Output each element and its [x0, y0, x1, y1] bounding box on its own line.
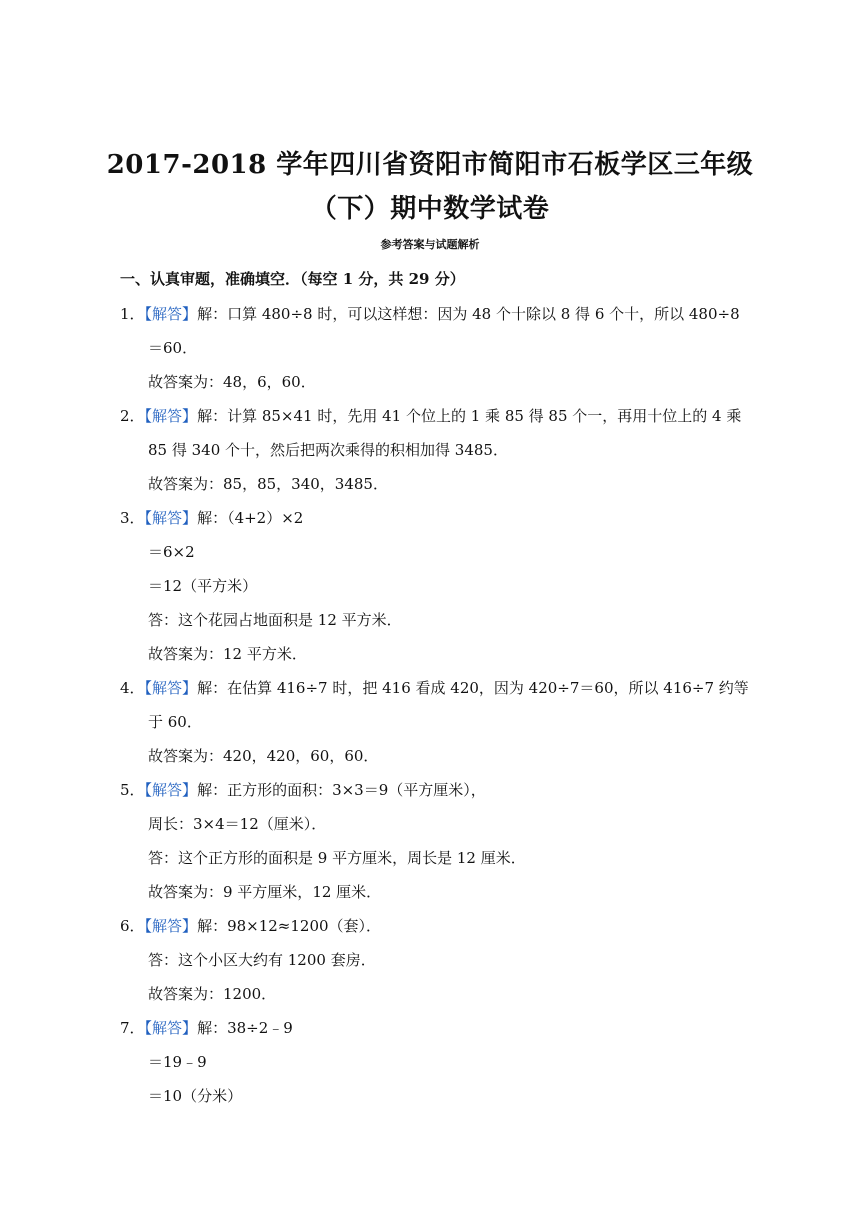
question-number: 5． — [120, 781, 145, 799]
question-text: 解：在估算 416÷7 时，把 416 看成 420，因为 420÷7＝60，所以 416÷7 约等 — [197, 679, 749, 697]
question-2-first-line — [120, 406, 741, 426]
question-6-line: 故答案为：1200． — [148, 985, 277, 1003]
question-5-line: 答：这个正方形的面积是 9 平方厘米，周长是 12 厘米． — [148, 849, 526, 867]
page-title-line-1: 2017-2018 学年四川省资阳市简阳市石板学区三年级 — [106, 150, 754, 180]
question-text: 解：计算 85×41 时，先用 41 个位上的 1 乘 85 得 85 个一，再用十位上的 4 乘 — [197, 407, 742, 425]
question-number: 2． — [120, 407, 145, 425]
question-3-line: ＝12（平方米） — [148, 577, 258, 595]
page-subtitle: 参考答案与试题解析 — [380, 238, 480, 251]
question-7-line: ＝10（分米） — [148, 1087, 243, 1105]
question-6-line: 答：这个小区大约有 1200 套房． — [148, 951, 376, 969]
question-7-line: ＝19﹣9 — [148, 1053, 207, 1071]
question-number: 4． — [120, 679, 145, 697]
question-text: 解：口算 480÷8 时，可以这样想：因为 48 个十除以 8 得 6 个十，所以 480÷8 — [197, 305, 740, 323]
question-text: 解：正方形的面积：3×3＝9（平方厘米）， — [197, 781, 486, 799]
question-1-line: ＝60． — [148, 339, 198, 357]
question-number: 7． — [120, 1019, 145, 1037]
question-3-line: 故答案为：12 平方米． — [148, 645, 307, 663]
question-2-line: 故答案为：85，85，340，3485． — [148, 475, 388, 493]
answer-tag: 【解答】 — [144, 407, 198, 425]
question-4-line: 故答案为：420，420，60，60． — [148, 747, 379, 765]
question-6-first-line — [120, 916, 381, 936]
answer-tag: 【解答】 — [144, 1019, 198, 1037]
question-number: 6． — [120, 917, 145, 935]
question-text: 解：38÷2﹣9 — [197, 1019, 293, 1037]
question-text: 解：98×12≈1200（套）． — [197, 917, 382, 935]
answer-tag: 【解答】 — [144, 917, 198, 935]
question-text: 解：（4+2）×2 — [197, 509, 304, 527]
section-heading: 一、认真审题，准确填空．（每空 1 分，共 29 分） — [120, 270, 465, 288]
question-1-first-line — [120, 304, 740, 324]
question-3-first-line — [120, 508, 303, 528]
question-1-line: 故答案为：48，6，60． — [148, 373, 316, 391]
question-number: 1． — [120, 305, 145, 323]
answer-tag: 【解答】 — [144, 509, 198, 527]
question-5-line: 周长：3×4＝12（厘米）． — [148, 815, 327, 833]
question-5-first-line — [120, 780, 486, 800]
page-title-line-2: （下）期中数学试卷 — [310, 194, 550, 224]
question-number: 3． — [120, 509, 145, 527]
question-4-line: 于 60． — [148, 713, 202, 731]
answer-tag: 【解答】 — [144, 679, 198, 697]
answer-tag: 【解答】 — [144, 305, 198, 323]
answer-tag: 【解答】 — [144, 781, 198, 799]
question-7-first-line — [120, 1018, 293, 1038]
question-3-line: 答：这个花园占地面积是 12 平方米． — [148, 611, 402, 629]
question-5-line: 故答案为：9 平方厘米，12 厘米． — [148, 883, 382, 901]
question-2-line: 85 得 340 个十，然后把两次乘得的积相加得 3485． — [148, 441, 508, 459]
question-3-line: ＝6×2 — [148, 543, 195, 561]
question-4-first-line — [120, 678, 749, 698]
